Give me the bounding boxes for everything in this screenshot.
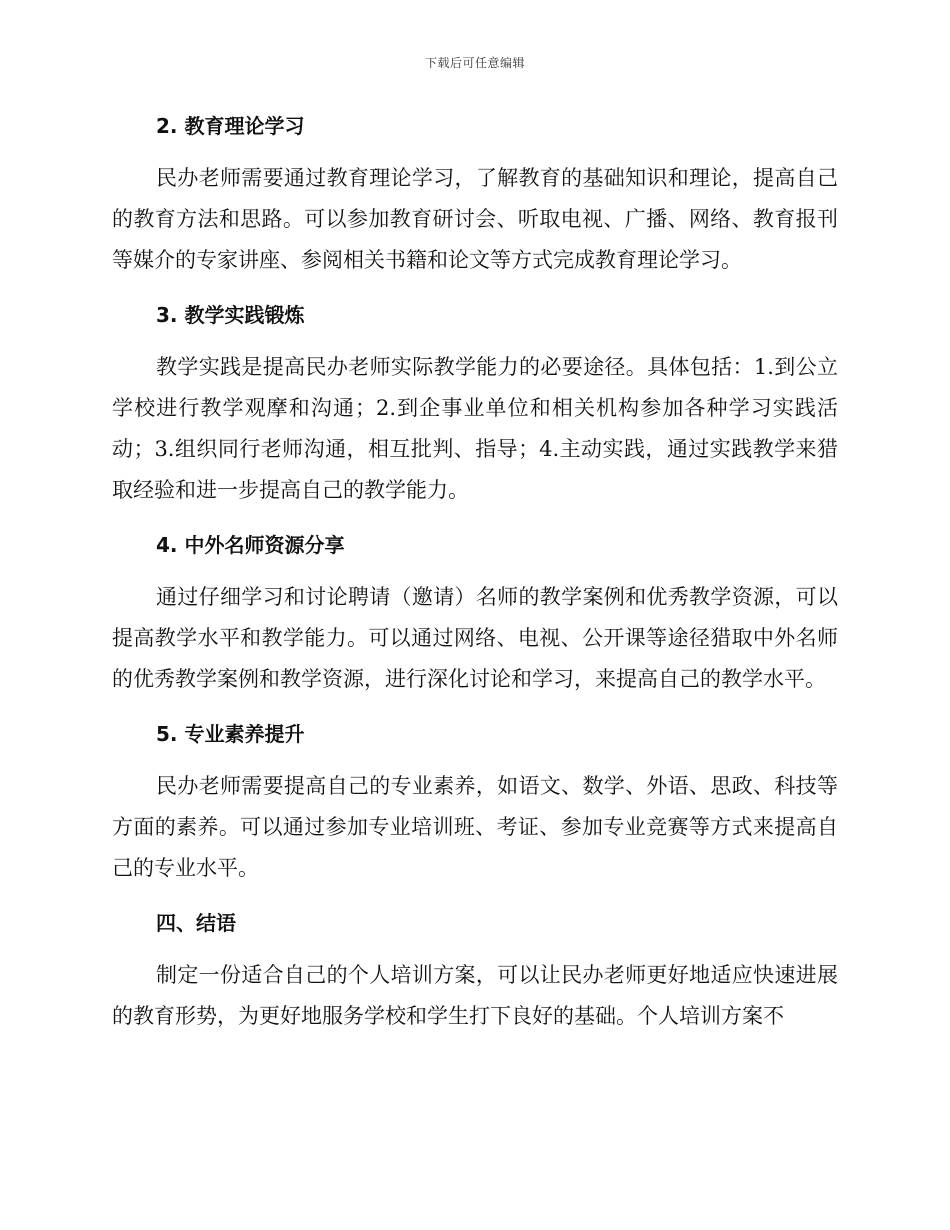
section-paragraph: 民办老师需要提高自己的专业素养，如语文、数学、外语、思政、科技等方面的素养。可以通过参加专业培训班、考证、参加专业竞赛等方式来提高自己的专业水平。 (112, 774, 838, 880)
section-famous-teacher-resources (112, 527, 838, 700)
section-heading: 5. 专业素养提升 (156, 722, 305, 746)
section-teaching-practice (112, 297, 838, 511)
section-heading: 四、结语 (156, 911, 236, 935)
header-note: 下载后可任意编辑 (424, 56, 525, 70)
section-paragraph: 制定一份适合自己的个人培训方案，可以让民办老师更好地适应快速进展的教育形势，为更好地服务学校和学生打下良好的基础。个人培训方案不 (112, 963, 838, 1028)
section-paragraph: 通过仔细学习和讨论聘请（邀请）名师的教学案例和优秀教学资源，可以提高教学水平和教学能力。可以通过网络、电视、公开课等途径猎取中外名师的优秀教学案例和教学资源，进行深化讨论和学习，来提高自己的教学水平。 (112, 585, 838, 691)
section-professional-literacy (112, 716, 838, 889)
section-heading: 3. 教学实践锻炼 (156, 303, 305, 327)
section-heading: 2. 教育理论学习 (156, 114, 305, 138)
document-body (112, 108, 838, 1053)
section-paragraph: 民办老师需要通过教育理论学习，了解教育的基础知识和理论，提高自己的教育方法和思路。可以参加教育研讨会、听取电视、广播、网络、教育报刊等媒介的专家讲座、参阅相关书籍和论文等方式完成教育理论学习。 (112, 166, 838, 272)
section-heading: 4. 中外名师资源分享 (156, 533, 345, 557)
section-conclusion (112, 905, 838, 1037)
section-education-theory (112, 108, 838, 281)
section-paragraph: 教学实践是提高民办老师实际教学能力的必要途径。具体包括：1.到公立学校进行教学观摩和沟通；2.到企事业单位和相关机构参加各种学习实践活动；3.组织同行老师沟通，相互批判、指导；4.主动实践，通过实践教学来猎取经验和进一步提高自己的教学能力。 (112, 355, 838, 502)
